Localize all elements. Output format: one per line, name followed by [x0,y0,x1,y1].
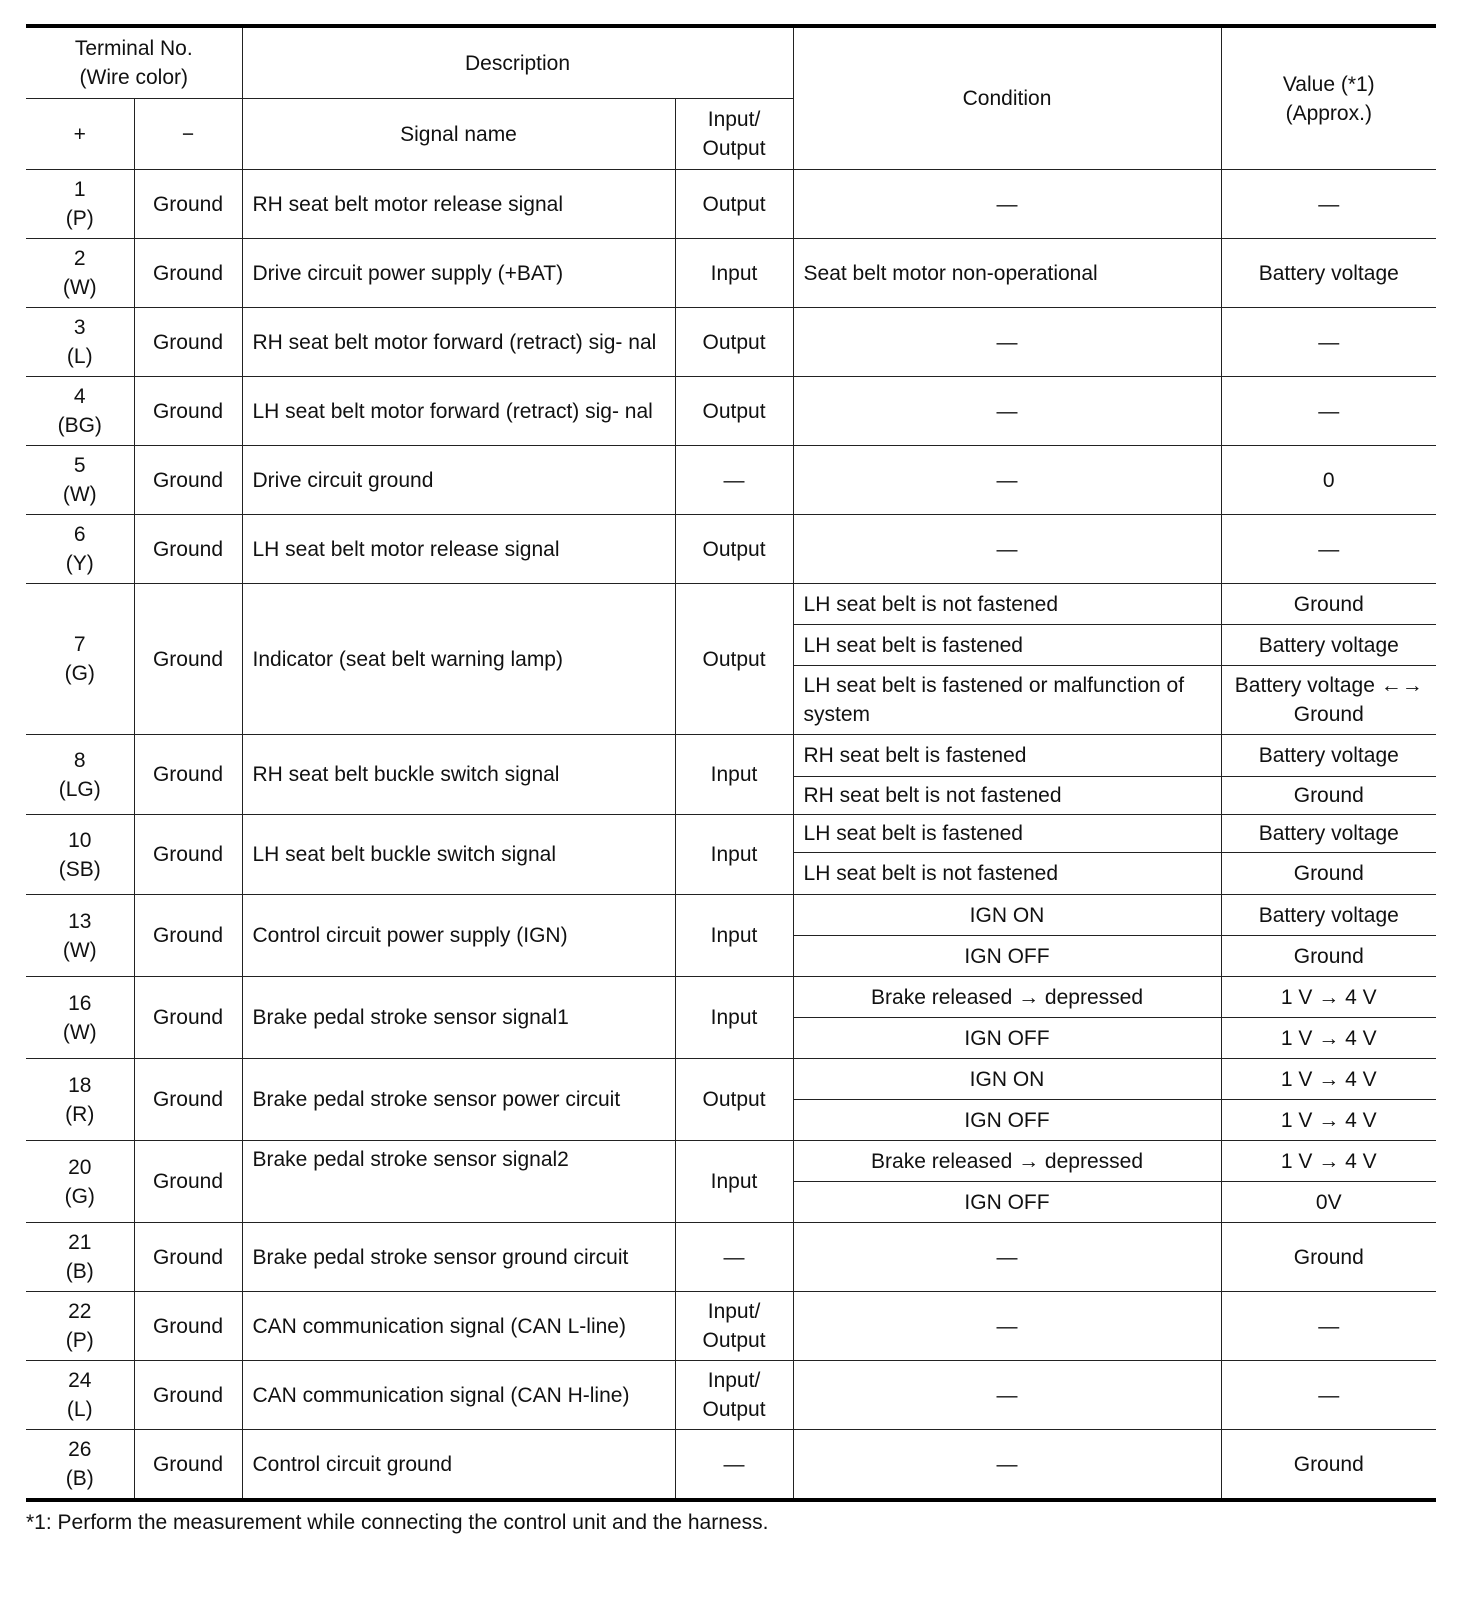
table-row [26,1430,1436,1501]
value-cell: Battery voltage [1221,239,1436,308]
minus-cell: Ground [134,1223,242,1292]
value-cell: Battery voltage [1221,625,1436,666]
value-cell: — [1221,170,1436,239]
document [26,24,1436,1536]
condition-cell: LH seat belt is fastened [793,815,1221,853]
signal-name-cell: Indicator (seat belt warning lamp) [242,584,675,735]
wire-color: (P) [65,1329,94,1352]
wire-color: (Y) [65,552,94,575]
io-cell: Input [675,815,793,895]
terminal-number: 6 [73,523,86,546]
io-cell: Output [675,1059,793,1141]
terminal-no-cell [26,735,134,815]
io-cell: — [675,1430,793,1501]
wire-color: (L) [66,1398,93,1421]
terminal-number: 20 [68,1155,92,1179]
condition-cell: LH seat belt is fastened [793,625,1221,666]
condition-cell: — [793,1223,1221,1292]
terminal-no-cell [26,895,134,977]
terminal-no-cell [26,1361,134,1430]
minus-cell: Ground [134,735,242,815]
terminal-no-cell [26,815,134,895]
condition-cell: IGN OFF [793,1100,1221,1141]
condition-cell: Brake released → depressed [793,1141,1221,1182]
description-header: Description [242,26,793,99]
value-label: Value (*1) [1282,72,1375,96]
value-cell: Battery voltage [1221,815,1436,853]
condition-cell: — [793,515,1221,584]
signal-name-cell: LH seat belt motor forward (retract) sig- nal [242,377,675,446]
terminal-no-cell [26,170,134,239]
terminal-number: 10 [68,828,92,852]
terminal-number: 8 [73,748,86,772]
table-row [26,1223,1436,1292]
minus-cell: Ground [134,895,242,977]
terminal-no-cell [26,239,134,308]
table-row [26,584,1436,625]
value-cell: 0 [1221,446,1436,515]
io-cell: Input [675,735,793,815]
minus-cell: Ground [134,308,242,377]
condition-cell: — [793,446,1221,515]
condition-cell: — [793,377,1221,446]
signal-name-cell: RH seat belt motor forward (retract) sig- nal [242,308,675,377]
table-row [26,308,1436,377]
value-cell: Battery voltage [1221,895,1436,936]
wire-color: (LG) [58,777,101,801]
io-header [675,99,793,170]
condition-cell: IGN ON [793,895,1221,936]
wire-color: (BG) [57,414,102,437]
wire-color: (W) [62,483,97,506]
terminal-no-header [26,26,242,99]
signal-name-cell: LH seat belt buckle switch signal [242,815,675,895]
minus-cell: Ground [134,815,242,895]
io-cell: Input [675,239,793,308]
terminal-number: 18 [68,1073,92,1097]
terminal-number: 2 [73,247,86,270]
minus-cell: Ground [134,239,242,308]
value-cell: 1 V → 4 V [1221,1141,1436,1182]
table-row [26,377,1436,446]
table-row [26,1059,1436,1100]
value-cell: Ground [1221,853,1436,895]
minus-cell: Ground [134,170,242,239]
value-cell: Ground [1221,936,1436,977]
terminal-no-cell [26,1292,134,1361]
value-cell: 1 V → 4 V [1221,977,1436,1018]
io-cell: Output [675,170,793,239]
io-cell: — [675,1223,793,1292]
condition-cell: — [793,1292,1221,1361]
condition-cell: Brake released → depressed [793,977,1221,1018]
minus-cell: Ground [134,377,242,446]
value-cell: — [1221,515,1436,584]
footnote: *1: Perform the measurement while connecting the control unit and the harness. [26,1511,769,1534]
wire-color: (B) [65,1260,94,1283]
signal-name-cell: Brake pedal stroke sensor signal1 [242,977,675,1059]
wire-color: (G) [64,1184,95,1208]
signal-name-cell: Brake pedal stroke sensor ground circuit [242,1223,675,1292]
condition-cell: IGN ON [793,1059,1221,1100]
table-row [26,735,1436,777]
minus-cell: Ground [134,1292,242,1361]
terminal-no-label: Terminal No. [74,37,193,60]
terminal-no-cell [26,308,134,377]
value-cell: — [1221,308,1436,377]
terminal-number: 3 [73,316,86,339]
io-label-2: Output [702,137,766,160]
condition-cell: — [793,1430,1221,1501]
terminal-no-cell [26,584,134,735]
value-cell: 1 V → 4 V [1221,1059,1436,1100]
io-cell: Output [675,377,793,446]
terminal-number: 16 [68,991,92,1015]
table-body [26,26,1436,1500]
terminal-no-cell [26,1059,134,1141]
header-row-1 [26,26,1436,99]
terminal-number: 4 [73,385,86,408]
io-cell: — [675,446,793,515]
terminal-no-cell [26,977,134,1059]
signal-name-cell: Brake pedal stroke sensor power circuit [242,1059,675,1141]
terminal-number: 24 [68,1369,92,1392]
minus-cell: Ground [134,446,242,515]
io-cell: Output [675,515,793,584]
signal-name-cell: CAN communication signal (CAN H-line) [242,1361,675,1430]
condition-header: Condition [793,26,1221,170]
minus-cell: Ground [134,1141,242,1223]
io-cell: Input/ Output [675,1361,793,1430]
minus-cell: Ground [134,1059,242,1141]
signal-name-cell: Drive circuit power supply (+BAT) [242,239,675,308]
table-row [26,515,1436,584]
value-approx-label: (Approx.) [1285,101,1372,125]
minus-cell: Ground [134,515,242,584]
terminal-number: 7 [73,633,86,656]
terminal-number: 13 [68,909,92,933]
value-header [1221,26,1436,170]
wire-color: (SB) [58,857,101,881]
terminal-number: 1 [73,178,86,201]
condition-cell: — [793,170,1221,239]
terminal-no-cell [26,377,134,446]
table-row [26,1141,1436,1182]
table-row [26,1361,1436,1430]
table-row [26,239,1436,308]
io-cell: Input [675,977,793,1059]
io-cell: Input/ Output [675,1292,793,1361]
terminal-no-cell [26,1430,134,1501]
value-cell: — [1221,1361,1436,1430]
io-cell: Input [675,1141,793,1223]
minus-cell: Ground [134,1361,242,1430]
io-label-1: Input/ [707,108,761,131]
value-cell: Battery voltage ←→ Ground [1221,666,1436,735]
condition-cell: IGN OFF [793,1018,1221,1059]
condition-cell: LH seat belt is fastened or malfunction of system [793,666,1221,735]
minus-header: − [134,99,242,170]
condition-cell: LH seat belt is not fastened [793,853,1221,895]
table-row [26,895,1436,936]
wire-color: (W) [62,1020,97,1044]
signal-name-cell: Control circuit ground [242,1430,675,1501]
wire-color: (L) [66,345,93,368]
io-cell: Output [675,308,793,377]
value-cell: 0V [1221,1182,1436,1223]
table-row [26,815,1436,853]
plus-header: + [26,99,134,170]
wire-color: (W) [62,276,97,299]
table-row [26,1292,1436,1361]
terminal-no-cell [26,1223,134,1292]
condition-cell: — [793,1361,1221,1430]
signal-name-cell: Control circuit power supply (IGN) [242,895,675,977]
minus-cell: Ground [134,977,242,1059]
value-cell: — [1221,1292,1436,1361]
value-cell: Ground [1221,1430,1436,1501]
condition-cell: — [793,308,1221,377]
terminal-number: 21 [68,1231,92,1254]
value-cell: Ground [1221,584,1436,625]
value-cell: — [1221,377,1436,446]
condition-cell: RH seat belt is fastened [793,735,1221,777]
minus-cell: Ground [134,584,242,735]
terminal-number: 22 [68,1300,92,1323]
signal-name-cell: Drive circuit ground [242,446,675,515]
condition-cell: LH seat belt is not fastened [793,584,1221,625]
terminal-no-cell [26,1141,134,1223]
terminal-no-cell [26,515,134,584]
wire-color: (B) [65,1467,94,1490]
signal-name-cell: CAN communication signal (CAN L-line) [242,1292,675,1361]
signal-name-header: Signal name [242,99,675,170]
value-cell: Ground [1221,1223,1436,1292]
value-cell: 1 V → 4 V [1221,1018,1436,1059]
signal-name-cell: RH seat belt motor release signal [242,170,675,239]
terminal-number: 26 [68,1438,92,1461]
wire-color: (P) [65,207,94,230]
minus-cell: Ground [134,1430,242,1501]
table-row [26,170,1436,239]
value-cell: 1 V → 4 V [1221,1100,1436,1141]
terminal-spec-table [26,24,1436,1502]
table-row [26,446,1436,515]
condition-cell: IGN OFF [793,936,1221,977]
condition-cell: Seat belt motor non-operational [793,239,1221,308]
signal-name-cell: Brake pedal stroke sensor signal2 [242,1141,675,1223]
condition-cell: RH seat belt is not fastened [793,777,1221,815]
wire-color: (G) [64,662,95,685]
wire-color-label: (Wire color) [79,66,188,89]
wire-color: (R) [65,1102,95,1126]
signal-name-cell: LH seat belt motor release signal [242,515,675,584]
terminal-number: 5 [73,454,86,477]
io-cell: Output [675,584,793,735]
condition-cell: IGN OFF [793,1182,1221,1223]
io-cell: Input [675,895,793,977]
value-cell: Battery voltage [1221,735,1436,777]
table-row [26,977,1436,1018]
value-cell: Ground [1221,777,1436,815]
wire-color: (W) [62,938,97,962]
signal-name-cell: RH seat belt buckle switch signal [242,735,675,815]
terminal-no-cell [26,446,134,515]
